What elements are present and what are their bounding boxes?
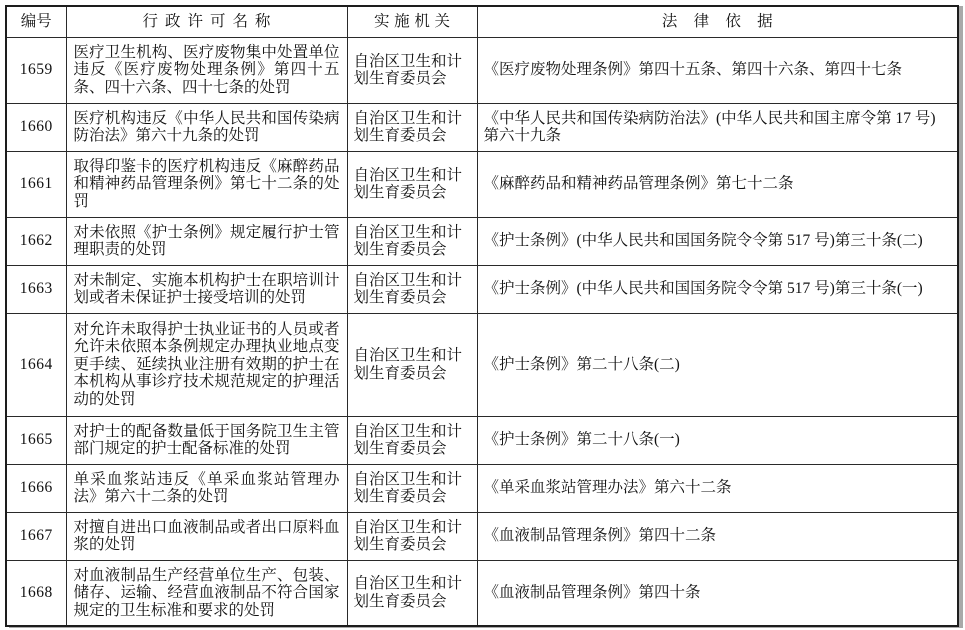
- table-row: [6, 151, 958, 217]
- row-id-cell: 1664: [6, 313, 66, 416]
- legal-basis-cell: 《中华人民共和国传染病防治法》(中华人民共和国主席令第 17 号)第六十九条: [477, 103, 958, 151]
- table-row: [6, 512, 958, 560]
- agency-cell: 自治区卫生和计划生育委员会: [347, 313, 477, 416]
- agency-cell: 自治区卫生和计划生育委员会: [347, 560, 477, 626]
- row-id-cell: 1665: [6, 416, 66, 464]
- legal-basis-cell: 《护士条例》(中华人民共和国国务院令令第 517 号)第三十条(一): [477, 265, 958, 313]
- agency-cell: 自治区卫生和计划生育委员会: [347, 103, 477, 151]
- row-id-cell: 1659: [6, 37, 66, 103]
- permit-name-cell: 医疗卫生机构、医疗废物集中处置单位违反《医疗废物处理条例》第四十五条、四十六条、四十七条的处罚: [66, 37, 347, 103]
- legal-basis-cell: 《单采血浆站管理办法》第六十二条: [477, 464, 958, 512]
- agency-cell: 自治区卫生和计划生育委员会: [347, 512, 477, 560]
- table-row: [6, 560, 958, 626]
- permit-name-cell: 对护士的配备数量低于国务院卫生主管部门规定的护士配备标准的处罚: [66, 416, 347, 464]
- table-row: [6, 265, 958, 313]
- permit-name-cell: 对擅自进出口血液制品或者出口原料血浆的处罚: [66, 512, 347, 560]
- permit-name-cell: 医疗机构违反《中华人民共和国传染病防治法》第六十九条的处罚: [66, 103, 347, 151]
- table-row: [6, 464, 958, 512]
- legal-basis-cell: 《护士条例》第二十八条(二): [477, 313, 958, 416]
- table-row: [6, 217, 958, 265]
- table-header-row: [6, 6, 958, 37]
- row-id-cell: 1663: [6, 265, 66, 313]
- permit-name-cell: 取得印鉴卡的医疗机构违反《麻醉药品和精神药品管理条例》第七十二条的处罚: [66, 151, 347, 217]
- row-id-cell: 1667: [6, 512, 66, 560]
- agency-cell: 自治区卫生和计划生育委员会: [347, 416, 477, 464]
- agency-cell: 自治区卫生和计划生育委员会: [347, 217, 477, 265]
- agency-cell: 自治区卫生和计划生育委员会: [347, 151, 477, 217]
- agency-cell: 自治区卫生和计划生育委员会: [347, 464, 477, 512]
- permit-name-cell: 对未制定、实施本机构护士在职培训计划或者未保证护士接受培训的处罚: [66, 265, 347, 313]
- permit-name-cell: 单采血浆站违反《单采血浆站管理办法》第六十二条的处罚: [66, 464, 347, 512]
- row-id-cell: 1666: [6, 464, 66, 512]
- permit-name-cell: 对血液制品生产经营单位生产、包装、储存、运输、经营血液制品不符合国家规定的卫生标准和要求的处罚: [66, 560, 347, 626]
- legal-basis-cell: 《护士条例》第二十八条(一): [477, 416, 958, 464]
- row-id-cell: 1661: [6, 151, 66, 217]
- admin-permits-table: [5, 5, 959, 627]
- table-row: [6, 103, 958, 151]
- row-id-cell: 1668: [6, 560, 66, 626]
- table-row: [6, 416, 958, 464]
- table-row: [6, 313, 958, 416]
- row-id-cell: 1660: [6, 103, 66, 151]
- row-id-cell: 1662: [6, 217, 66, 265]
- legal-basis-cell: 《麻醉药品和精神药品管理条例》第七十二条: [477, 151, 958, 217]
- legal-basis-cell: 《血液制品管理条例》第四十二条: [477, 512, 958, 560]
- header-agency: 实施机关: [347, 6, 477, 37]
- legal-basis-cell: 《护士条例》(中华人民共和国国务院令令第 517 号)第三十条(二): [477, 217, 958, 265]
- agency-cell: 自治区卫生和计划生育委员会: [347, 37, 477, 103]
- permit-name-cell: 对允许未取得护士执业证书的人员或者允许未依照本条例规定办理执业地点变更手续、延续执业注册有效期的护士在本机构从事诊疗技术规范规定的护理活动的处罚: [66, 313, 347, 416]
- header-id: 编号: [6, 6, 66, 37]
- table-row: [6, 37, 958, 103]
- agency-cell: 自治区卫生和计划生育委员会: [347, 265, 477, 313]
- permit-name-cell: 对未依照《护士条例》规定履行护士管理职责的处罚: [66, 217, 347, 265]
- legal-basis-cell: 《血液制品管理条例》第四十条: [477, 560, 958, 626]
- legal-basis-cell: 《医疗废物处理条例》第四十五条、第四十六条、第四十七条: [477, 37, 958, 103]
- header-permit-name: 行政许可名称: [66, 6, 347, 37]
- header-legal-basis: 法律依据: [477, 6, 958, 37]
